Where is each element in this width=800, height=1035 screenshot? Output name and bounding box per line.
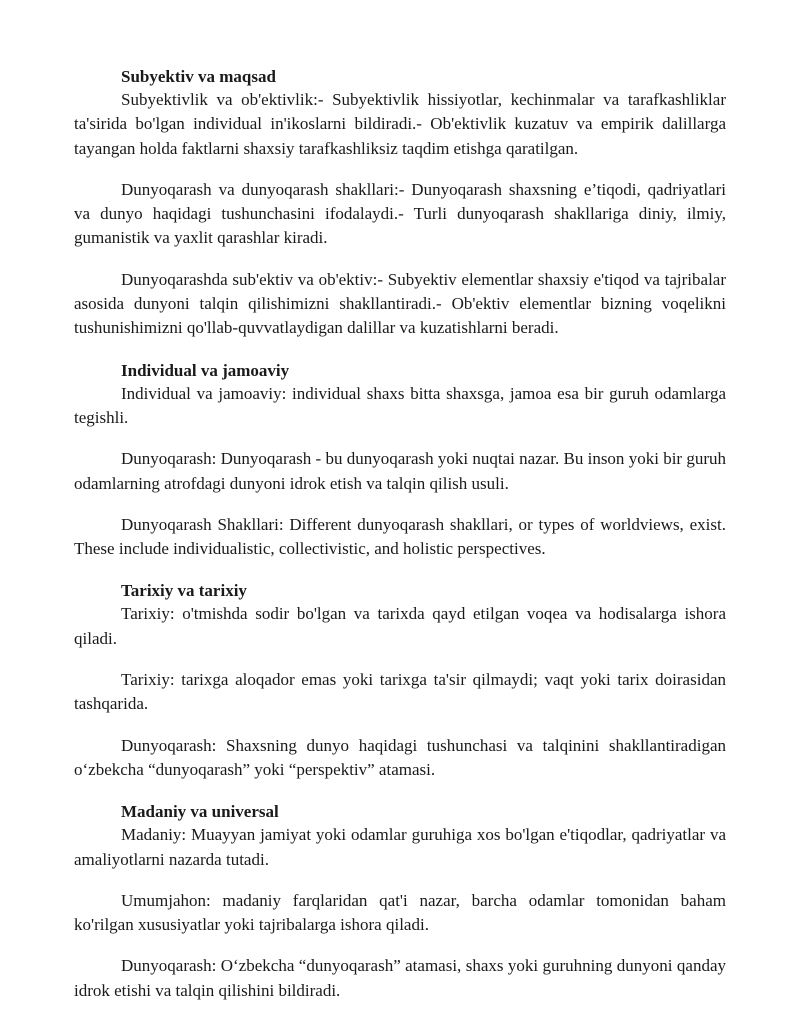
paragraph: Umumjahon: madaniy farqlaridan qat'i nazar, barcha odamlar tomonidan baham ko'rilgan xususiyatlar yoki tajribalarga ishora qiladi. <box>74 890 726 935</box>
section-tarixiy-va-tarixiy <box>74 580 726 782</box>
paragraph: Dunyoqarash: O‘zbekcha “dunyoqarash” atamasi, shaxs yoki guruhning dunyoni qanday idrok etishi va talqin qilishini bildiradi. <box>74 956 726 1000</box>
paragraph: Dunyoqarashda sub'ektiv va ob'ektiv:- Subyektiv elementlar shaxsiy e'tiqod va tajribalar asosida dunyoni talqin qilishimizni shakllantiradi.- Ob'ektiv elementlar bizning voqelikni tushunishimizni qo'llab-quvvatlaydigan dalillar va kuzatishlarni beradi. <box>74 269 726 338</box>
paragraph: Dunyoqarash Shakllari: Different dunyoqarash shakllari, or types of worldviews, exist. These include individualistic, collectivistic, and holistic perspectives. <box>74 514 726 559</box>
document-page <box>74 66 726 1003</box>
section-heading: Tarixiy va tarixiy <box>121 581 247 601</box>
section-individual-va-jamoaviy <box>74 360 726 562</box>
section-subyektiv-va-maqsad <box>74 66 726 341</box>
paragraph: Dunyoqarash va dunyoqarash shakllari:- Dunyoqarash shaxsning e’tiqodi, qadriyatlari va dunyo haqidagi tushunchasini ifodalaydi.- Turli dunyoqarash shakllariga diniy, ilmiy, gumanistik va yaxlit qarashlar kiradi. <box>74 179 726 248</box>
paragraph: Individual va jamoaviy: individual shaxs bitta shaxsga, jamoa esa bir guruh odamlarga tegishli. <box>74 383 726 427</box>
paragraph: Madaniy: Muayyan jamiyat yoki odamlar guruhiga xos bo'lgan e'tiqodlar, qadriyatlar va amaliyotlarni nazarda tutadi. <box>74 825 726 869</box>
paragraph: Tarixiy: o'tmishda sodir bo'lgan va tarixda qayd etilgan voqea va hodisalarga ishora qiladi. <box>74 604 726 648</box>
paragraph: Subyektivlik va ob'ektivlik:- Subyektivlik hissiyotlar, kechinmalar va tarafkashliklar ta'sirida bo'lgan individual in'ikoslarni bildiradi.- Ob'ektivlik kuzatuv va empirik dalillarga tayangan holda faktlarni shaxsiy tarafkashliksiz taqdim etishga qaratilgan. <box>74 90 726 158</box>
paragraph: Tarixiy: tarixga aloqador emas yoki tarixga ta'sir qilmaydi; vaqt yoki tarix doirasidan tashqarida. <box>74 670 726 714</box>
paragraph: Dunyoqarash: Shaxsning dunyo haqidagi tushunchasi va talqinini shakllantiradigan o‘zbekcha “dunyoqarash” yoki “perspektiv” atamasi. <box>74 735 726 779</box>
section-heading: Madaniy va universal <box>121 802 279 822</box>
paragraph: Dunyoqarash: Dunyoqarash - bu dunyoqarash yoki nuqtai nazar. Bu inson yoki bir guruh odamlarning atrofdagi dunyoni idrok etish va talqin qilish usuli. <box>74 449 726 493</box>
section-heading: Subyektiv va maqsad <box>121 67 276 86</box>
section-madaniy-va-universal <box>74 801 726 1003</box>
section-heading: Individual va jamoaviy <box>121 360 290 380</box>
